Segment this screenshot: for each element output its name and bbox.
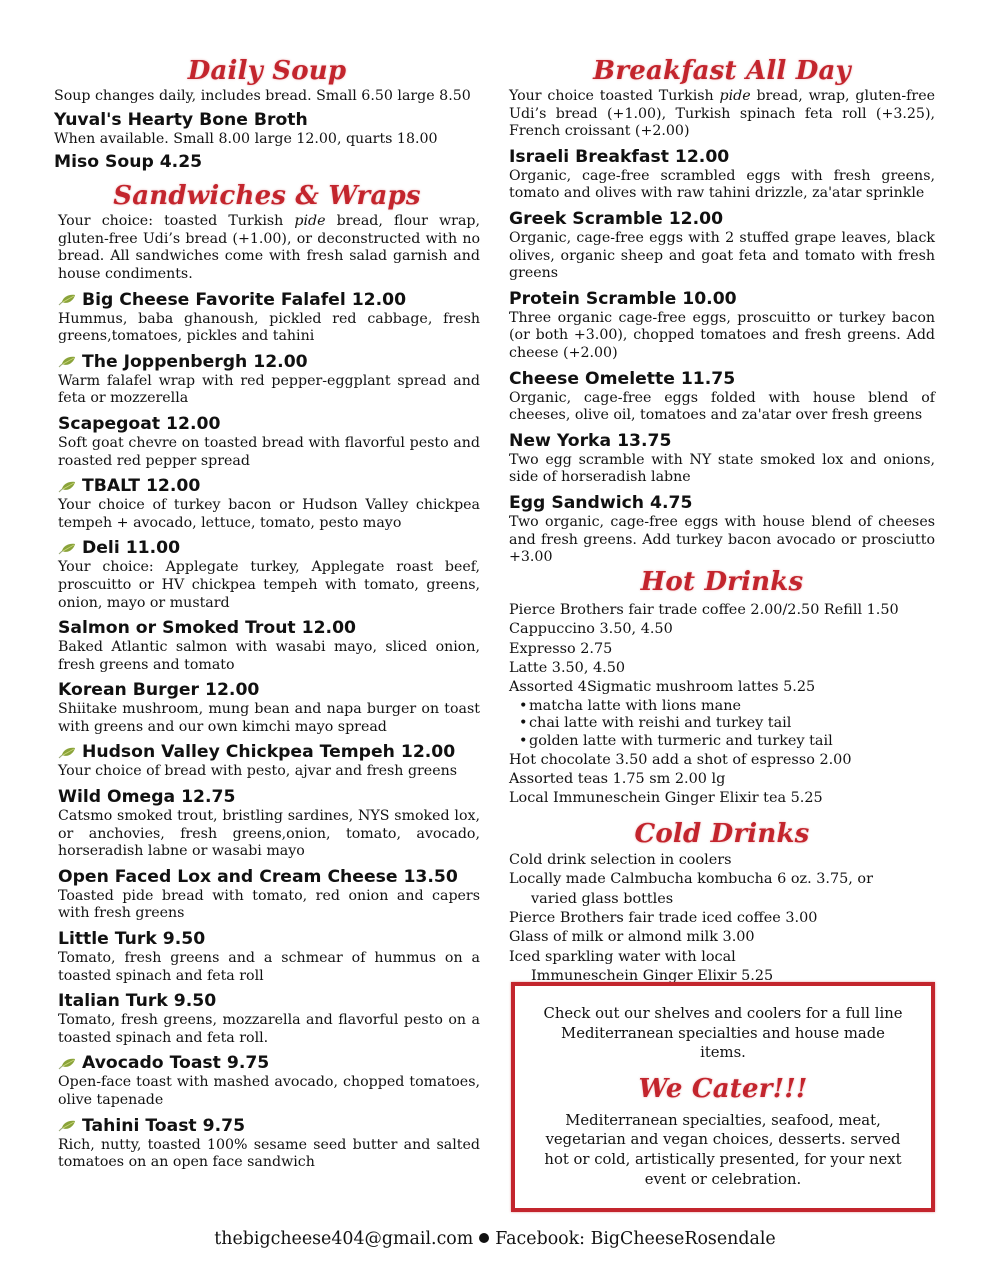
drink-line: Assorted teas 1.75 sm 2.00 lg	[509, 770, 726, 787]
item-name: Avocado Toast 9.75	[82, 1053, 270, 1074]
menu-item	[58, 290, 480, 346]
bullet-text: matcha latte with lions mane	[529, 697, 741, 714]
item-description: Two egg scramble with NY state smoked lox and onions, side of horseradish labne	[509, 451, 935, 486]
item-title	[58, 290, 480, 311]
bullet-icon: •	[519, 715, 528, 732]
item-title	[509, 147, 935, 168]
left-column	[54, 56, 480, 1172]
item-title	[58, 929, 480, 950]
item-description: Baked Atlantic salmon with wasabi mayo, sliced onion, fresh greens and tomato	[58, 639, 480, 673]
leaf-icon	[58, 356, 76, 368]
sandwiches-intro	[54, 213, 480, 283]
leaf-icon	[58, 294, 76, 306]
leaf-icon	[58, 543, 76, 555]
we-cater-heading: We Cater!!!	[638, 1073, 808, 1104]
item-title	[58, 1053, 480, 1074]
drink-bullet	[519, 715, 935, 733]
item-description: Toasted pide bread with tomato, red onion and capers with fresh greens	[58, 887, 480, 922]
hot-drinks-heading: Hot Drinks	[640, 566, 804, 597]
item-name: Protein Scramble 10.00	[509, 288, 737, 309]
menu-item	[509, 369, 935, 425]
drink-line: Glass of milk or almond milk 3.00	[509, 929, 755, 946]
item-title	[509, 209, 935, 230]
item-name: Little Turk 9.50	[58, 929, 206, 950]
item-name: The Joppenbergh 12.00	[82, 351, 308, 372]
email-link[interactable]: thebigcheese404@gmail.com	[214, 1229, 474, 1249]
drink-line: varied glass bottles	[531, 890, 674, 907]
bullet-icon: •	[519, 697, 528, 714]
breakfast-heading: Breakfast All Day	[593, 56, 851, 86]
drink-line: Iced sparkling water with local	[509, 948, 736, 965]
drink-bullet	[519, 698, 935, 716]
item-title	[58, 476, 480, 497]
menu-item	[58, 1116, 480, 1172]
item-description: Catsmo smoked trout, bristling sardines, NYS smoked lox, or anchovies, fresh greens,onion, tomato, avocado, horseradish labne or wasabi mayo	[58, 808, 480, 860]
item-description: Tomato, fresh greens, mozzarella and flavorful pesto on a toasted spinach and feta roll.	[58, 1012, 480, 1046]
item-name: New Yorka 13.75	[509, 430, 672, 451]
item-title	[509, 431, 935, 452]
drink-line: Assorted 4Sigmatic mushroom lattes 5.25	[509, 679, 816, 696]
facebook-link[interactable]: Facebook: BigCheeseRosendale	[495, 1229, 776, 1249]
item-name: Deli 11.00	[82, 538, 181, 559]
intro-emphasis: pide	[294, 213, 326, 230]
hot-drinks-list	[509, 601, 935, 809]
breakfast-intro	[509, 88, 935, 141]
daily-soup-heading: Daily Soup	[187, 56, 347, 86]
catering-promo-box	[511, 982, 935, 1212]
drink-line: Local Immuneschein Ginger Elixir tea 5.25	[509, 790, 823, 807]
item-description: Tomato, fresh greens and a schmear of hummus on a toasted spinach and feta roll	[58, 950, 480, 984]
menu-item	[58, 1053, 480, 1109]
intro-text: Your choice: toasted Turkish	[58, 213, 295, 230]
item-title	[509, 493, 935, 514]
item-description: Soft goat chevre on toasted bread with flavorful pesto and roasted red pepper spread	[58, 434, 480, 469]
item-name: Wild Omega 12.75	[58, 787, 236, 808]
item-title	[58, 618, 480, 639]
drink-line: Cold drink selection in coolers	[509, 851, 732, 868]
item-description: Your choice of turkey bacon or Hudson Valley chickpea tempeh + avocado, lettuce, tomato, pesto mayo	[58, 497, 480, 531]
cold-drinks-list	[509, 851, 935, 987]
menu-item	[58, 867, 480, 923]
item-name: Big Cheese Favorite Falafel 12.00	[82, 289, 407, 310]
item-description: Your choice of bread with pesto, ajvar and fresh greens	[58, 763, 458, 780]
bullet-text: golden latte with turmeric and turkey tail	[529, 732, 833, 749]
intro-text: Your choice toasted Turkish	[509, 88, 720, 104]
item-name: Korean Burger 12.00	[58, 680, 260, 701]
item-title	[58, 991, 480, 1012]
leaf-icon	[58, 1120, 76, 1132]
bullet-separator-icon	[479, 1233, 489, 1243]
bullet-text: chai latte with reishi and turkey tail	[529, 715, 792, 732]
drink-line: Cappuccino 3.50, 4.50	[509, 621, 673, 638]
item-title	[58, 1116, 480, 1137]
drink-line: Pierce Brothers fair trade iced coffee 3.00	[509, 909, 818, 926]
leaf-icon	[58, 481, 76, 493]
item-title: Yuval's Hearty Bone Broth	[54, 109, 308, 130]
catering-description: Mediterranean specialties, seafood, meat, vegetarian and vegan choices, desserts. served hot or cold, artistically presented, for your next event or celebration.	[544, 1111, 902, 1188]
item-title: Miso Soup 4.25	[54, 152, 203, 173]
drink-line: Hot chocolate 3.50 add a shot of espresso 2.00	[509, 751, 852, 768]
menu-item	[54, 110, 480, 149]
intro-text: bread, wrap, gluten-free Udi’s bread (+1.00), Turkish spinach feta roll (+3.25), French croissant (+2.00)	[509, 88, 936, 140]
menu-item	[58, 787, 480, 861]
drink-line: Pierce Brothers fair trade coffee 2.00/2.50 Refill 1.50	[509, 601, 899, 618]
item-name: Scapegoat 12.00	[58, 413, 221, 434]
leaf-icon	[58, 1058, 76, 1070]
menu-item	[58, 538, 480, 612]
item-name: Salmon or Smoked Trout 12.00	[58, 618, 357, 639]
menu-item	[509, 289, 935, 363]
right-column	[509, 56, 935, 987]
menu-item	[58, 476, 480, 532]
item-title	[58, 414, 480, 435]
drink-line: Expresso 2.75	[509, 640, 613, 657]
intro-emphasis: pide	[719, 88, 751, 104]
item-title	[58, 787, 480, 808]
sandwiches-heading: Sandwiches & Wraps	[113, 181, 421, 212]
item-description: Organic, cage-free eggs with 2 stuffed grape leaves, black olives, organic sheep and goat feta and tomato with fresh greens	[509, 229, 935, 282]
menu-item	[509, 209, 935, 283]
item-description: Hummus, baba ghanoush, pickled red cabbage, fresh greens,tomatoes, pickles and tahini	[58, 310, 480, 345]
item-title	[58, 867, 480, 888]
item-description: Organic, cage-free scrambled eggs with fresh greens, tomato and olives with raw tahini drizzle, za'atar sprinkle	[509, 167, 935, 202]
shelves-note: Check out our shelves and coolers for a full line Mediterranean specialties and house made items.	[543, 1005, 903, 1062]
menu-item	[509, 431, 935, 487]
leaf-icon	[58, 747, 76, 759]
item-description: Your choice: Applegate turkey, Applegate roast beef, proscuitto or HV chickpea tempeh with tomato, greens, onion, mayo or mustard	[58, 559, 480, 611]
menu-item	[58, 929, 480, 985]
menu-item	[58, 414, 480, 470]
item-name: Israeli Breakfast 12.00	[509, 146, 730, 167]
item-description: Warm falafel wrap with red pepper-eggplant spread and feta or mozzerella	[58, 372, 480, 407]
breakfast-list	[509, 147, 935, 567]
item-description: Open-face toast with mashed avocado, chopped tomatoes, olive tapenade	[58, 1074, 480, 1108]
contact-footer	[0, 1228, 990, 1250]
item-name: Italian Turk 9.50	[58, 991, 217, 1012]
drink-line: Immuneschein Ginger Elixir 5.25	[531, 968, 774, 985]
item-title	[58, 352, 480, 373]
sandwich-list	[54, 290, 480, 1172]
item-title	[509, 369, 935, 390]
item-description: When available. Small 8.00 large 12.00, quarts 18.00	[54, 130, 438, 147]
item-name: Cheese Omelette 11.75	[509, 368, 736, 389]
intro-text: bread, flour wrap, gluten-free Udi’s bread (+1.00), or deconstructed with no bread. All sandwiches come with fresh salad garnish and house condiments.	[58, 213, 480, 282]
menu-item	[54, 152, 480, 173]
item-description: Shiitake mushroom, mung bean and napa burger on toast with greens and our own kimchi mayo spread	[58, 701, 480, 735]
menu-item	[509, 147, 935, 203]
menu-item	[58, 742, 480, 781]
item-title	[58, 680, 480, 701]
menu-item	[58, 680, 480, 736]
bullet-icon: •	[519, 732, 528, 749]
item-description: Two organic, cage-free eggs with house blend of cheeses and fresh greens. Add turkey bacon avocado or prosciutto +3.00	[509, 513, 935, 566]
item-name: Greek Scramble 12.00	[509, 208, 724, 229]
menu-item	[58, 618, 480, 674]
item-description: Three organic cage-free eggs, proscuitto or turkey bacon (or both +3.00), chopped tomatoes and fresh greens. Add cheese (+2.00)	[509, 309, 935, 361]
item-title	[58, 538, 480, 559]
menu-item	[58, 352, 480, 408]
menu-item	[58, 991, 480, 1047]
item-name: Egg Sandwich 4.75	[509, 492, 693, 513]
item-title	[509, 289, 935, 310]
item-description: Rich, nutty, toasted 100% sesame seed butter and salted tomatoes on an open face sandwich	[58, 1136, 480, 1171]
drink-line: Latte 3.50, 4.50	[509, 659, 626, 676]
drink-line: Locally made Calmbucha kombucha 6 oz. 3.75, or	[509, 871, 873, 888]
menu-item	[509, 493, 935, 567]
item-description: Organic, cage-free eggs folded with house blend of cheeses, olive oil, tomatoes and za'atar over fresh greens	[509, 389, 935, 424]
cold-drinks-heading: Cold Drinks	[634, 818, 810, 849]
item-name: Hudson Valley Chickpea Tempeh 12.00	[82, 742, 456, 763]
item-name: Tahini Toast 9.75	[82, 1115, 246, 1136]
item-name: TBALT 12.00	[82, 476, 201, 497]
item-name: Open Faced Lox and Cream Cheese 13.50	[58, 866, 458, 887]
item-title	[58, 742, 480, 763]
drink-bullet	[519, 733, 935, 751]
daily-soup-intro: Soup changes daily, includes bread. Small 6.50 large 8.50	[54, 88, 471, 104]
